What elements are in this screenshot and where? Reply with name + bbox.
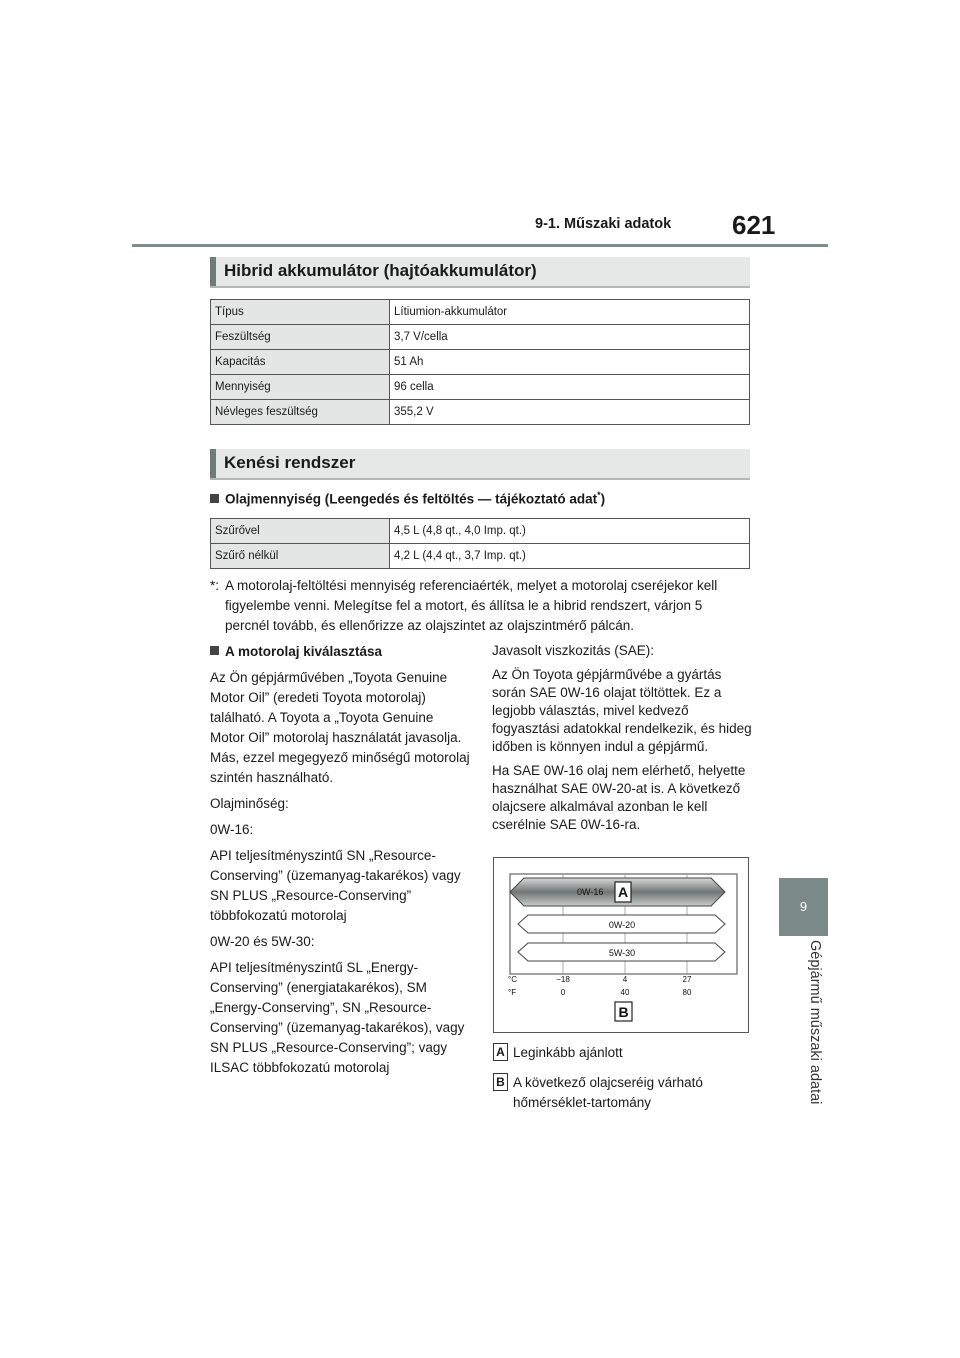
paragraph: 0W-20 és 5W-30: [210, 934, 315, 949]
table-row [211, 519, 750, 544]
hybrid-table [210, 299, 750, 425]
c-tick: 4 [622, 975, 628, 984]
bar-0w16-label: 0W-16 [577, 887, 604, 897]
section-bar [210, 257, 216, 286]
hybrid-section-header [210, 257, 750, 288]
paragraph: API teljesítményszintű SN „Resource-Conserving” (üzemanyag-takarékos) vagy SN PLUS „Resource-Conserving” többfokozatú motorolaj [210, 848, 461, 923]
f-tick: 0 [560, 988, 566, 997]
left-column [210, 642, 470, 1084]
lube-section-header [210, 449, 750, 480]
table-row [211, 300, 750, 325]
f-tick: 40 [620, 988, 630, 997]
cell-value: Lítiumion-akkumulátor [390, 300, 750, 325]
f-tick: 80 [682, 988, 692, 997]
unit-celsius: °C [508, 975, 517, 984]
square-bullet-icon [210, 494, 219, 503]
cell-key: Névleges feszültség [211, 400, 390, 425]
bar-0w20-label: 0W-20 [608, 920, 636, 930]
footnote [210, 576, 750, 636]
cell-value: 3,7 V/cella [390, 325, 750, 350]
oil-capacity-heading [210, 490, 605, 507]
cell-key: Típus [211, 300, 390, 325]
viscosity-chart-svg [494, 858, 748, 1032]
table-row [211, 375, 750, 400]
section-bar [210, 449, 216, 478]
paragraph: Ha SAE 0W-16 olaj nem elérhető, helyette használhat SAE 0W-20-at is. A következő olajcsere alkalmával azonban le kell cserélnie SAE 0W-16-ra. [492, 763, 746, 832]
lube-section-title: Kenési rendszer [224, 453, 356, 472]
footnote-text: A motorolaj-feltöltési mennyiség referenciaérték, melyet a motorolaj cseréjekor kell figyelembe venni. Melegítse fel a motort, és állítsa le a hibrid rendszert, várjon 5 percnél tovább, és ellenőrizze az olajszintet az olajszintmérő pálcán. [225, 578, 718, 633]
cell-key: Szűrővel [211, 519, 390, 544]
legend-text: A következő olajcseréig várható hőmérséklet-tartomány [513, 1075, 703, 1110]
cell-value: 355,2 V [390, 400, 750, 425]
footnote-mark: *: [210, 578, 220, 593]
oil-selection-heading [210, 642, 470, 662]
cell-value: 4,2 L (4,4 qt., 3,7 Imp. qt.) [390, 544, 750, 569]
paragraph: Az Ön gépjárművében „Toyota Genuine Motor Oil” (eredeti Toyota motorolaj) található. A Toyota a „Toyota Genuine Motor Oil” motorolaj használatát javasolja. Más, ezzel megegyező minőségű motorolaj szintén használható. [210, 670, 470, 785]
chapter-label: Gépjármű műszaki adatai [807, 940, 823, 1105]
cell-value: 96 cella [390, 375, 750, 400]
callout-a-label: A [617, 884, 629, 900]
footnote-mark: * [597, 490, 601, 500]
callout-b-label: B [618, 1004, 629, 1020]
heading-text: A motorolaj kiválasztása [225, 644, 383, 659]
bar-5w30-label: 5W-30 [608, 948, 636, 958]
paragraph: Olajminőség: [210, 796, 289, 811]
paragraph: Az Ön Toyota gépjárművébe a gyártás során SAE 0W-16 olajat töltöttek. Ez a legjobb választás, mivel kedvező fogyasztási adatokkal rendelkezik, és hideg időben is könnyen indul a gépjármű. [492, 667, 752, 754]
c-tick: −18 [556, 975, 570, 984]
legend-text: Leginkább ajánlott [513, 1045, 623, 1060]
heading-text: Olajmennyiség (Leengedés és feltöltés — tájékoztató adat [225, 491, 598, 507]
right-column [492, 642, 752, 840]
legend-item-a [493, 1043, 753, 1063]
viscosity-chart [493, 857, 749, 1033]
table-row [211, 544, 750, 569]
header-rule [132, 244, 828, 247]
paragraph: Javasolt viszkozitás (SAE): [492, 643, 655, 658]
cell-key: Kapacitás [211, 350, 390, 375]
section-title: 9-1. Műszaki adatok [535, 216, 672, 232]
c-tick: 27 [682, 975, 692, 984]
cell-key: Mennyiség [211, 375, 390, 400]
oil-capacity-table [210, 518, 750, 569]
cell-value: 4,5 L (4,8 qt., 4,0 Imp. qt.) [390, 519, 750, 544]
square-bullet-icon [210, 646, 219, 655]
cell-key: Feszültség [211, 325, 390, 350]
paragraph: API teljesítményszintű SL „Energy-Conserving” (energiatakarékos), SM „Energy-Conserving”, SN „Resource-Conserving” (üzemanyag-takarékos), vagy SN PLUS „Resource-Conserving”; vagy ILSAC többfokozatú motorolaj [210, 960, 465, 1075]
chapter-tab[interactable]: 9 [779, 878, 828, 936]
table-row [211, 325, 750, 350]
paragraph: 0W-16: [210, 822, 254, 837]
legend-badge: A [493, 1043, 508, 1061]
heading-end: ) [600, 491, 606, 507]
page-number: 621 [732, 210, 776, 240]
unit-fahrenheit: °F [508, 988, 517, 997]
hybrid-section-title: Hibrid akkumulátor (hajtóakkumulátor) [224, 261, 537, 280]
cell-key: Szűrő nélkül [211, 544, 390, 569]
legend-item-b [493, 1073, 753, 1113]
cell-value: 51 Ah [390, 350, 750, 375]
legend-badge: B [493, 1073, 508, 1091]
table-row [211, 350, 750, 375]
table-row [211, 400, 750, 425]
